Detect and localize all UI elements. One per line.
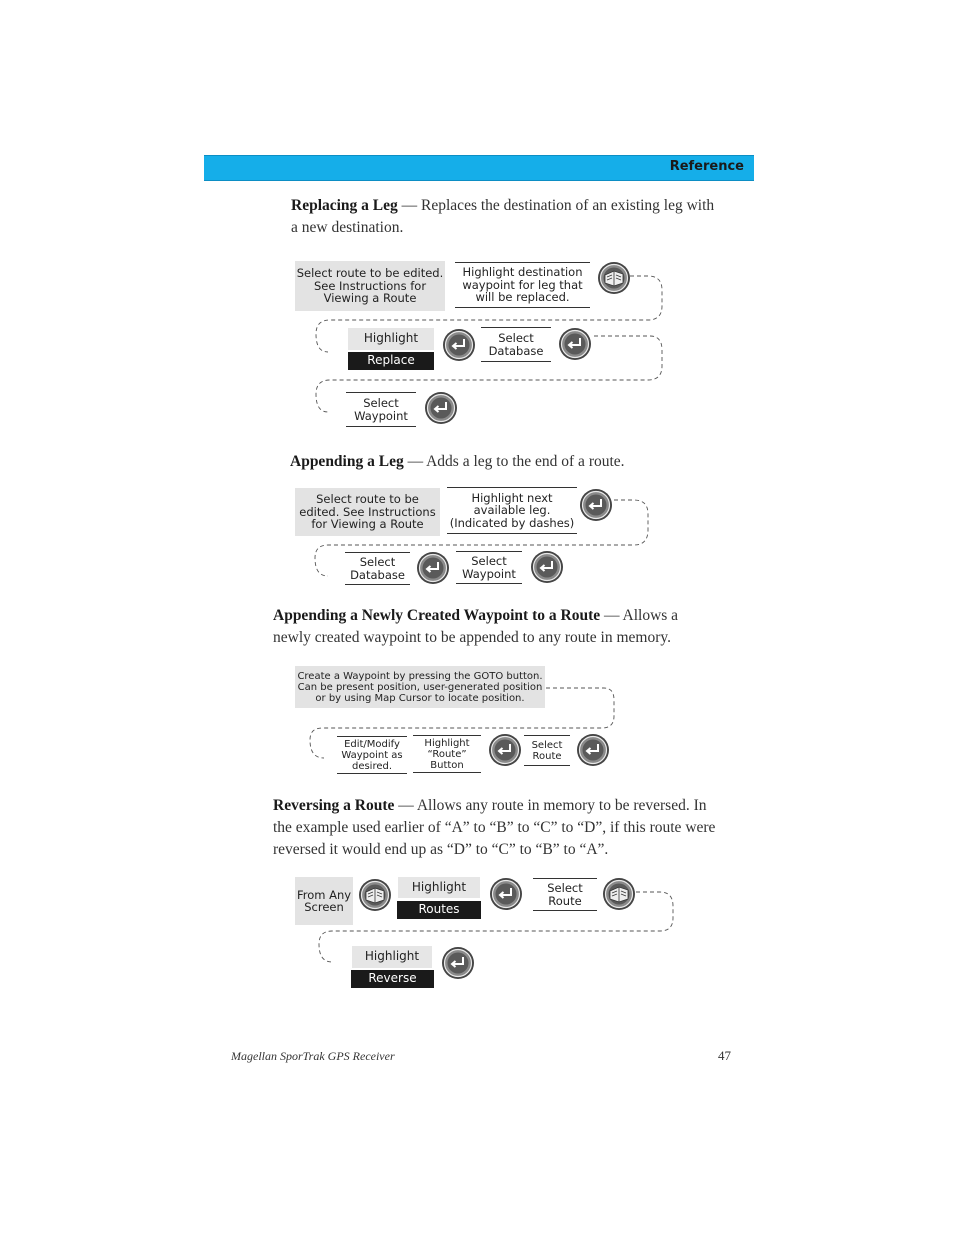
appending-leg-body: Adds a leg to the end of a route. [426,453,625,470]
appending-new-waypoint-paragraph [273,605,713,649]
create-waypoint-box: Create a Waypoint by pressing the GOTO button. Can be present position, user-generated position or by using Map Cursor to locate position. [295,666,545,708]
menu-button-icon [597,261,631,295]
select-waypoint-box: Select Waypoint [456,551,522,584]
replacing-leg-title: Replacing a Leg [291,197,398,214]
enter-button-icon [579,488,613,522]
highlight-next-leg-box: Highlight next available leg. (Indicated by dashes) [447,487,577,534]
highlight-label: Highlight [398,877,480,898]
appending-new-waypoint-title: Appending a Newly Created Waypoint to a Route [273,607,601,624]
enter-button-icon [424,391,458,425]
enter-button-icon [416,551,450,585]
appending-leg-dash: — [403,453,427,470]
select-route-box: Select route to be edited. See Instructions for Viewing a Route [295,261,445,311]
reversing-route-dash: — [394,797,417,814]
appending-new-waypoint-body: Allows a newly created waypoint to be appended to any route in memory. [273,607,679,646]
enter-button-icon [442,328,476,362]
enter-button-icon [488,733,522,767]
appending-leg-paragraph [290,451,720,473]
enter-button-icon [576,733,610,767]
select-route-box: Select Route [524,735,570,766]
highlight-label: Highlight [352,946,432,968]
select-database-box: Select Database [345,552,410,585]
edit-modify-waypoint-box: Edit/Modify Waypoint as desired. [337,736,407,774]
reversing-route-paragraph [273,795,723,861]
enter-button-icon [558,327,592,361]
appending-leg-title: Appending a Leg [290,453,404,470]
replacing-leg-paragraph [291,195,721,239]
page-number: 47 [718,1048,731,1063]
highlight-label: Highlight [348,328,434,350]
select-route-box: Select route to be edited. See Instructions for Viewing a Route [295,488,440,536]
enter-button-icon [441,946,475,980]
highlight-route-button-box: Highlight “Route” Button [413,735,481,773]
reversing-route-body: Allows any route in memory to be reversed. In the example used earlier of “A” to “B” to “C” to “D”, if this route were reversed it would end up as “D” to “C” to “B” to “A”. [273,797,716,858]
from-any-screen-box: From Any Screen [295,877,353,925]
enter-button-icon [530,550,564,584]
reverse-softkey: Reverse [351,970,434,988]
menu-button-icon [602,877,636,911]
replacing-leg-body: Replaces the destination of an existing leg with a new destination. [291,197,715,236]
select-database-box: Select Database [481,327,551,362]
select-route-box: Select Route [533,878,597,911]
replacing-leg-dash: — [397,197,422,214]
section-header-label: Reference [669,159,744,174]
enter-button-icon [489,877,523,911]
reversing-route-title: Reversing a Route [273,797,395,814]
footer-title: Magellan SporTrak GPS Receiver [231,1049,395,1063]
menu-button-icon [358,878,392,912]
routes-softkey: Routes [397,901,481,919]
select-waypoint-box: Select Waypoint [346,392,416,427]
appending-new-waypoint-dash: — [600,607,623,624]
section-header-bar [204,155,754,181]
replace-softkey: Replace [348,352,434,370]
highlight-destination-box: Highlight destination waypoint for leg that will be replaced. [455,262,590,308]
